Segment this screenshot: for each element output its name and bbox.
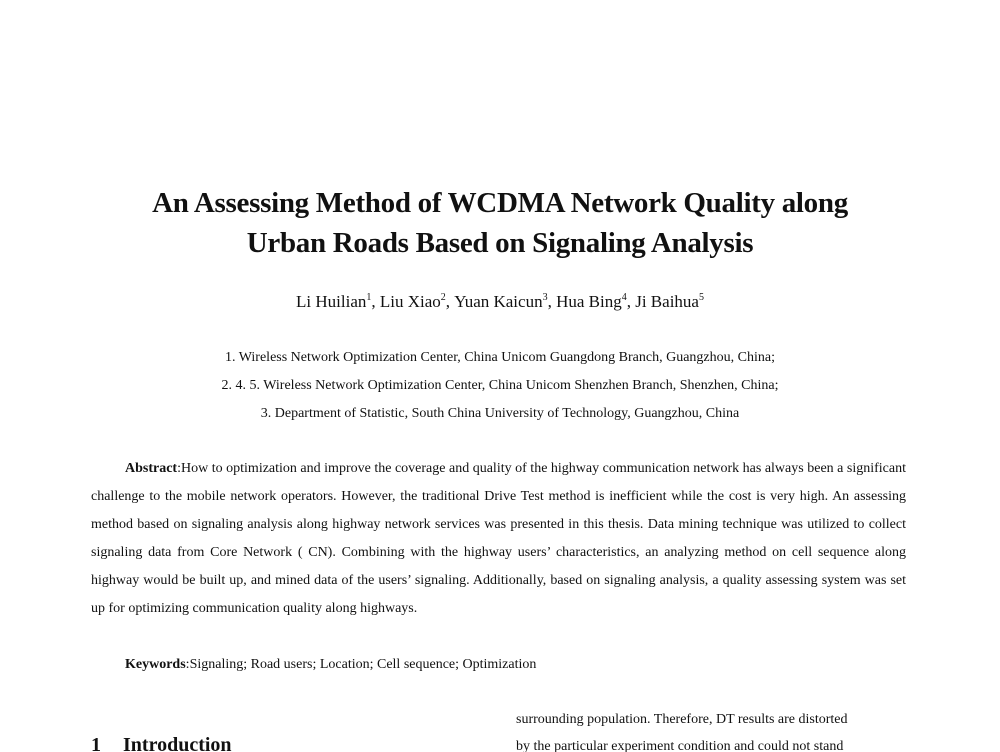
keywords-text: Signaling; Road users; Location; Cell sequence; Optimization: [189, 657, 537, 672]
author-affiliation-mark: 2: [440, 292, 446, 303]
abstract-separator: :: [177, 461, 181, 476]
affiliation-line: 1. Wireless Network Optimization Center, China Unicom Guangdong Branch, Guangzhou, China;: [225, 350, 775, 365]
affiliation-line: 3. Department of Statistic, South China University of Technology, Guangzhou, China: [260, 406, 740, 421]
section-number: 1: [91, 734, 101, 752]
author-affiliation-mark: 1: [366, 292, 372, 303]
abstract-text: How to optimization and improve the coverage and quality of the highway communication network has always been a significant challenge to the mobile network operators. However, the traditional Drive Test method is inefficient while the cost is very high. An assessing method based on signaling analysis along highway network services was presented in this thesis. Data mining technique was utilized to collect signaling data from Core Network ( CN). Combining with the highway users’ characteristics, an analyzing method on cell sequence along highway would be built up, and mined data of the users’ signaling. Additionally, based on signaling analysis, a quality assessing system was set up for optimizing communication quality along highways.: [91, 461, 906, 616]
author-affiliation-mark: 4: [621, 292, 627, 303]
author-name: Liu Xiao: [379, 292, 441, 311]
keywords-block: [125, 651, 905, 679]
abstract-block: [91, 455, 906, 623]
keywords-label: Keywords: [125, 657, 186, 672]
affiliation-list: [0, 344, 1000, 428]
author-name: Li Huilian: [296, 292, 367, 311]
abstract-label: Abstract: [125, 461, 178, 476]
section-title: Introduction: [123, 734, 232, 752]
paper-title: [0, 183, 1000, 263]
author-name: Hua Bing: [556, 292, 622, 311]
section-heading: [91, 730, 232, 752]
author-affiliation-mark: 5: [698, 292, 704, 303]
author-name: Yuan Kaicun: [454, 292, 543, 311]
author-name: Ji Baihua: [635, 292, 699, 311]
affiliation-line: 2. 4. 5. Wireless Network Optimization Center, China Unicom Shenzhen Branch, Shenzhen, China;: [221, 378, 779, 393]
body-text-line: surrounding population. Therefore, DT results are distorted: [516, 712, 848, 727]
author-affiliation-mark: 3: [542, 292, 548, 303]
paper-title-line-1: An Assessing Method of WCDMA Network Quality along: [152, 187, 848, 219]
keywords-separator: :: [185, 657, 190, 672]
author-list: Li Huilian$^1$, Liu Xiao$^2$, Yuan Kaicun$^3$, Hua Bing$^4$, Ji Baihua$^5$: [296, 292, 704, 311]
paper-title-line-2: Urban Roads Based on Signaling Analysis: [246, 227, 754, 259]
body-text-right-column: [516, 706, 906, 752]
body-text-line: by the particular experiment condition and could not stand: [516, 739, 844, 752]
